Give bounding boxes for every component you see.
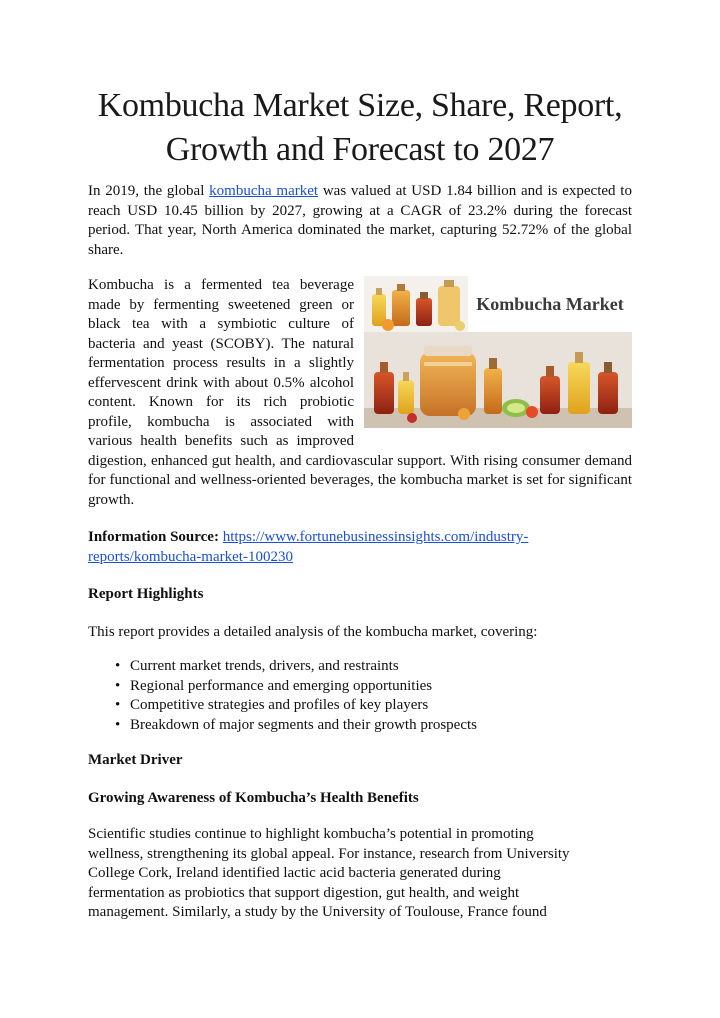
hero-caption: Kombucha Market bbox=[476, 294, 624, 314]
text-line: management. Similarly, a study by the University of Toulouse, France found bbox=[88, 904, 547, 920]
kombucha-hero-image bbox=[364, 276, 632, 428]
market-driver-heading: Market Driver bbox=[88, 752, 183, 768]
report-highlights-list bbox=[88, 657, 632, 735]
intro-text-after-link: was valued at USD 1.84 billion and is expected to reach USD 10.45 billion by 2027, growing at a CAGR of 23.2% during the forecast period. That year, North America dominated the market, capturing 52.72% of the global share. bbox=[88, 183, 632, 258]
kombucha-bottles-illustration bbox=[364, 276, 632, 428]
market-driver-paragraph bbox=[88, 825, 632, 923]
bullet: • bbox=[115, 697, 121, 713]
information-source bbox=[88, 528, 632, 567]
info-source-link-line-1[interactable]: https://www.fortunebusinessinsights.com/industry- bbox=[222, 529, 529, 545]
intro-paragraph bbox=[88, 182, 632, 260]
text-line: College Cork, Ireland identified lactic acid bacteria generated during bbox=[88, 865, 501, 881]
info-source-link-line-2[interactable]: reports/kombucha-market-100230 bbox=[88, 548, 293, 565]
page-title bbox=[60, 84, 660, 172]
bullet: • bbox=[115, 716, 121, 733]
bullet: • bbox=[115, 658, 121, 674]
report-highlights-intro: This report provides a detailed analysis of the kombucha market, covering: bbox=[88, 624, 538, 640]
list-item: • Current market trends, drivers, and restraints bbox=[130, 657, 632, 677]
report-highlights-heading: Report Highlights bbox=[88, 586, 204, 602]
text-line: fermentation as probiotics that support digestion, gut health, and weight bbox=[88, 884, 520, 901]
market-driver-subheading: Growing Awareness of Kombucha’s Health Benefits bbox=[88, 790, 419, 806]
text-line: wellness, strengthening its global appeal. For instance, research from University bbox=[88, 845, 570, 862]
list-item: • Breakdown of major segments and their growth prospects bbox=[130, 716, 632, 736]
list-item: • Regional performance and emerging opportunities bbox=[130, 677, 632, 697]
intro-text-before-link: In 2019, the global bbox=[88, 183, 210, 199]
description-text: Kombucha is a fermented tea beverage made by fermenting sweetened green or black tea with a symbiotic culture of bacteria and yeast (SCOBY). The natural fermentation process results in a slightly effervescent drink with about 0.5% alcohol content. Known for its rich probiotic profile, kombucha is associated with various health benefits such as improved digestion, enhanced gut health, and cardiovascular support. With rising consumer demand for functional and wellness-oriented beverages, the kombucha market is set for significant growth. bbox=[88, 277, 632, 508]
title-line-2: Growth and Forecast to 2027 bbox=[165, 131, 555, 168]
info-source-label: Information Source: bbox=[88, 529, 219, 545]
kombucha-market-link[interactable]: kombucha market bbox=[209, 183, 319, 199]
text-line: Scientific studies continue to highlight kombucha’s potential in promoting bbox=[88, 826, 534, 842]
title-line-1: Kombucha Market Size, Share, Report, bbox=[97, 87, 623, 124]
list-item: • Competitive strategies and profiles of key players bbox=[130, 696, 632, 716]
bullet: • bbox=[115, 677, 121, 694]
description-block bbox=[88, 276, 632, 510]
